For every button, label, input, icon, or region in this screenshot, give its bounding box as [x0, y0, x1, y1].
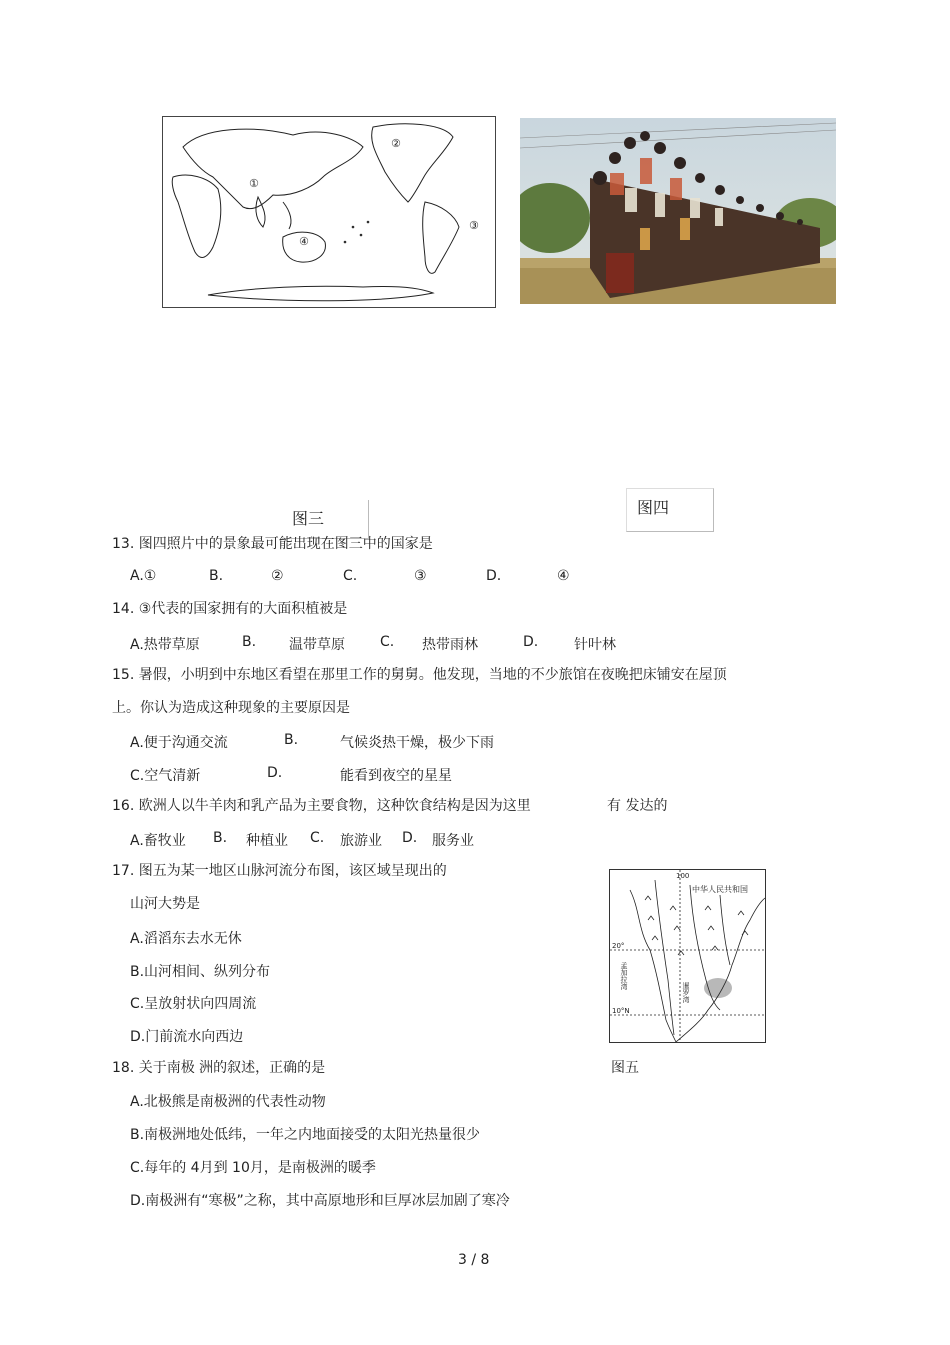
question-15-stem-line2: 上。你认为造成这种现象的主要原因是: [112, 700, 350, 716]
question-13-stem: 13. 图四照片中的景象最可能出现在图三中的国家是: [112, 536, 433, 552]
question-16-stem-tail: 有 发达的: [607, 798, 668, 814]
q16-option-b-text: 种植业: [246, 833, 288, 849]
q16-option-c-text: 旅游业: [340, 833, 382, 849]
q16-option-d-text: 服务业: [432, 833, 474, 849]
q14-option-a[interactable]: A.热带草原: [130, 637, 200, 653]
q15-option-d[interactable]: D.: [267, 765, 283, 781]
q16-option-d[interactable]: D.: [402, 830, 418, 846]
q13-option-b-text: ②: [271, 568, 284, 584]
figure-3-world-map: [162, 116, 496, 308]
q15-option-a[interactable]: A.便于沟通交流: [130, 735, 228, 751]
question-16-stem: 16. 欧洲人以牛羊肉和乳产品为主要食物，这种饮食结构是因为这里: [112, 798, 531, 814]
q13-option-d-text: ④: [557, 568, 570, 584]
figure-5-caption: 图五: [611, 1060, 639, 1076]
q14-option-c[interactable]: C.: [380, 634, 395, 650]
map-label-20: 20°: [612, 942, 625, 950]
question-18-stem: 18. 关于南极 洲的叙述，正确的是: [112, 1060, 326, 1076]
world-map-icon: [163, 117, 495, 307]
q16-option-c[interactable]: C.: [310, 830, 325, 846]
q14-option-c-text: 热带雨林: [422, 637, 478, 653]
q13-option-b[interactable]: B.: [209, 568, 224, 584]
q15-option-b[interactable]: B.: [284, 732, 299, 748]
map-label-100: 100: [676, 872, 690, 880]
figure-3-caption-text: 图三: [292, 509, 325, 528]
q13-option-c-text: ③: [414, 568, 427, 584]
marker-2: ②: [391, 137, 401, 150]
q16-option-b[interactable]: B.: [213, 830, 228, 846]
q15-option-d-text: 能看到夜空的星星: [340, 768, 452, 784]
q15-option-b-text: 气候炎热干燥，极少下雨: [340, 735, 494, 751]
q13-option-a[interactable]: A.①: [130, 568, 157, 584]
crowded-train-photo-icon: [520, 118, 836, 304]
q18-option-a[interactable]: A.北极熊是南极洲的代表性动物: [130, 1094, 326, 1110]
map-label-china: 中华人民共和国: [692, 885, 748, 894]
question-17-stem-line2: 山河大势是: [130, 896, 200, 912]
q17-option-b[interactable]: B.山河相间、纵列分布: [130, 964, 271, 980]
q17-option-c[interactable]: C.呈放射状向四周流: [130, 996, 257, 1012]
question-15-stem-line1: 15. 暑假，小明到中东地区看望在那里工作的舅舅。他发现，当地的不少旅馆在夜晚把床铺安在屋顶: [112, 667, 727, 683]
indochina-map-icon: [610, 870, 765, 1042]
q13-option-d[interactable]: D.: [486, 568, 502, 584]
figure-4-photo: [520, 118, 836, 304]
marker-1: ①: [249, 177, 259, 190]
map-label-bay: 孟加拉湾: [620, 962, 628, 990]
marker-3: ③: [469, 219, 479, 232]
page-number: 3 / 8: [458, 1252, 490, 1268]
q14-option-b[interactable]: B.: [242, 634, 257, 650]
q15-option-c[interactable]: C.空气清新: [130, 768, 201, 784]
question-17-stem-line1: 17. 图五为某一地区山脉河流分布图，该区域呈现出的: [112, 863, 447, 879]
q13-option-c[interactable]: C.: [343, 568, 358, 584]
figure-4-caption: [626, 488, 714, 532]
figure-5-map: [609, 869, 766, 1043]
q17-option-d[interactable]: D.门前流水向西边: [130, 1029, 244, 1045]
q18-option-d[interactable]: D.南极洲有“寒极”之称，其中高原地形和巨厚冰层加剧了寒冷: [130, 1193, 510, 1209]
q14-option-d-text: 针叶林: [574, 637, 616, 653]
map-label-gulf: 暹罗湾: [682, 982, 690, 1003]
marker-4: ④: [299, 235, 309, 248]
q18-option-c[interactable]: C.每年的 4月到 10月，是南极洲的暖季: [130, 1160, 376, 1176]
figure-4-caption-text: 图四: [637, 498, 670, 517]
q16-option-a[interactable]: A.畜牧业: [130, 833, 186, 849]
figure-3-caption: [282, 500, 369, 539]
q14-option-d[interactable]: D.: [523, 634, 539, 650]
q18-option-b[interactable]: B.南极洲地处低纬，一年之内地面接受的太阳光热量很少: [130, 1127, 481, 1143]
map-label-10n: 10°N: [612, 1007, 630, 1015]
q14-option-b-text: 温带草原: [289, 637, 345, 653]
q17-option-a[interactable]: A.滔滔东去水无休: [130, 931, 242, 947]
question-14-stem: 14. ③代表的国家拥有的大面积植被是: [112, 601, 348, 617]
